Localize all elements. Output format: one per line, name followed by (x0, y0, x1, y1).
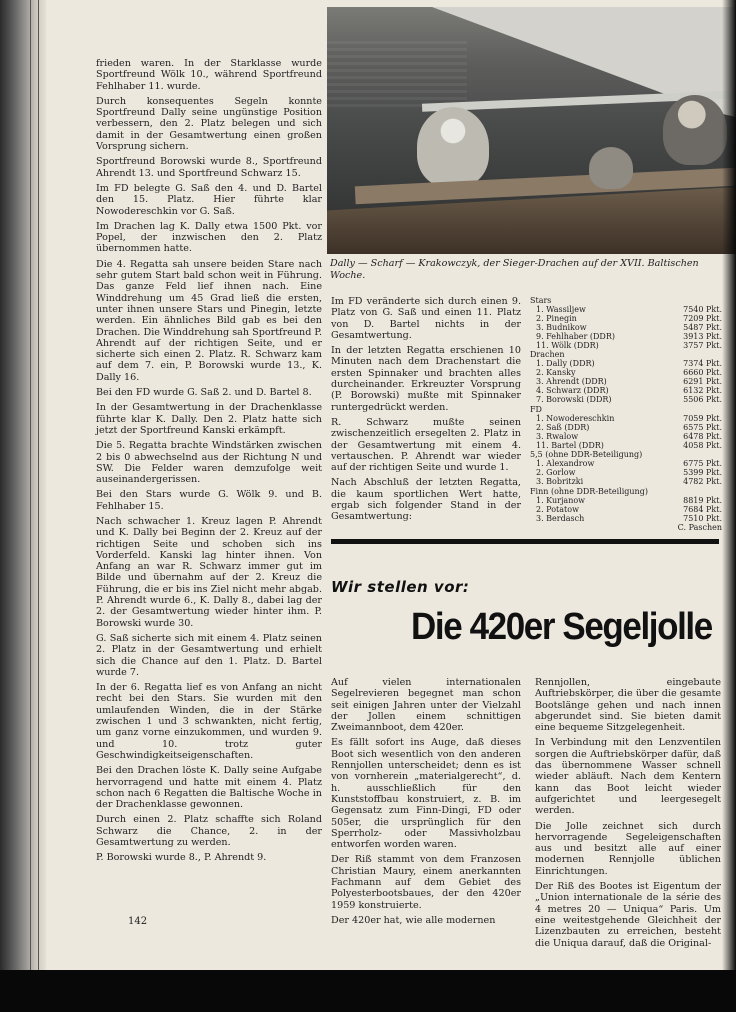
competitor-name: 2. Gorlow (536, 468, 576, 478)
water-texture (327, 37, 467, 107)
page-edge-shadow (722, 0, 736, 1012)
competitor-points: 7059 Pkt. (683, 413, 722, 423)
paragraph: P. Borowski wurde 8., P. Ahrendt 9. (96, 852, 267, 864)
sailor (417, 107, 489, 187)
paragraph: Auf vielen internationalen Segelrevieren begegnet man schon seit einigen Jahren unter der Vielzahl der Jollen einem schnittigen Zweimannboot, dem 420er. (331, 677, 521, 734)
sailing-photo (327, 7, 736, 254)
competitor-name: 1. Kurjanow (536, 495, 586, 505)
paragraph: Die 5. Regatta brachte Windstärken zwischen 2 bis 0 abwechselnd aus der Richtung N und SW. Die Felder waren demzufolge weit auseinandergerissen. (96, 440, 322, 486)
results-heading: Stars (530, 296, 552, 305)
paragraph: Sportfreund Borowski wurde 8., Sportfreund Ahrendt 13. und Sportfreund Schwarz 15. (96, 156, 322, 179)
results-heading: Finn (ohne DDR-Beteiligung) (530, 487, 648, 497)
competitor-points: 5487 Pkt. (683, 322, 722, 332)
competitor-name: 1. Wassiljew (536, 304, 586, 314)
competitor-name: 2. Pinegin (536, 313, 577, 323)
spine-edge (30, 0, 31, 1012)
book-spine (0, 0, 46, 1012)
paragraph: In der 6. Regatta lief es von Anfang an nicht recht bei den Stars. Sie wurden mit den umlaufenden Winden, die in der Stärke zwischen 1 und 3 schwankten, nicht fertig, um ganz vorne einzukommen, und wurden 9. und 10. trotz guter Geschwindigkeitseigenschaften. (96, 682, 322, 761)
results-heading: Drachen (530, 350, 565, 360)
paragraph: G. Saß sicherte sich mit einem 4. Platz seinen 2. Platz in der Gesamtwertung und erhielt sich die Chance auf den 1. Platz. D. Bartel wurde 7. (96, 632, 322, 678)
competitor-points: 7510 Pkt. (683, 513, 722, 523)
competitor-points: 4058 Pkt. (683, 440, 722, 450)
paragraph: Die 4. Regatta sah unsere beiden Stare nach sehr gutem Start bald schon weit in Führung. Das ganze Feld lief ihnen nach. Eine Winddrehung um 45 Grad ließ die ersten, unter ihnen unsere Stars und Pinegin, letzte werden. Ein ähnliches Bild gab es bei den Drachen. Die Winddrehung sah Sportfreund P. Ahrendt auf der richtigen Seite, und er sicherte sich einen 2. Platz. R. Schwarz kam auf dem 7. ein, P. Borowski wurde 13., K. Dally 16. (96, 258, 322, 383)
competitor-name: 1. Dally (DDR) (536, 359, 595, 369)
paragraph: Im FD veränderte sich durch einen 9. Platz von G. Saß und einen 11. Platz von D. Bartel nichts in der Gesamtwertung. (331, 296, 521, 341)
paragraph: Durch einen 2. Platz schaffte sich Roland Schwarz die Chance, 2. in der Gesamtwertung zu werden. (96, 814, 322, 848)
competitor-name: 7. Borowski (DDR) (536, 394, 612, 404)
competitor-name: 2. Kansky (536, 368, 576, 378)
paragraph: In der Gesamtwertung in der Drachenklasse führte klar K. Dally. Den 2. Platz hatte sich jetzt der Sportfreund Kanski erkämpft. (96, 402, 322, 436)
results-row (530, 342, 722, 351)
competitor-name: 3. Bobritzki (536, 477, 584, 487)
paragraph: Rennjollen, eingebaute Auftriebskörper, die über die gesamte Bootslänge gehen und nach innen abgerundet sind. Sie bieten damit eine bequeme Sitzgelegenheit. (535, 677, 721, 734)
article-title: Die 420er Segeljolle (411, 606, 712, 648)
section-divider (331, 539, 719, 544)
spine-edge (38, 0, 39, 1012)
competitor-points: 6291 Pkt. (683, 377, 722, 387)
competitor-name: 2. Saß (DDR) (536, 422, 590, 432)
competitor-name: 3. Rwalow (536, 431, 579, 441)
sailor (589, 147, 633, 189)
competitor-points: 6775 Pkt. (683, 459, 722, 469)
paragraph: Es fällt sofort ins Auge, daß dieses Boot sich wesentlich von den anderen Rennjollen unterscheidet; denn es ist von vornherein „materialgerecht“, d. h. ausschließlich für den Kunststoffbau konstruiert, z. B. im Gegensatz zum Finn-Dingi, FD oder 505er, die ursprünglich für den Sperrholz- oder Massivholzbau entworfen worden waren. (331, 737, 521, 851)
paragraph: In der letzten Regatta erschienen 10 Minuten nach dem Drachenstart die ersten Spinnaker und brachten alles durcheinander. Erkreuzter Vorsprung (P. Borowski) mußte mit Spinnaker runtergedrückt werden. (331, 345, 521, 413)
paragraph: frieden waren. In der Starklasse wurde Sportfreund Wölk 10., während Sportfreund Fehlhaber 11. wurde. (96, 58, 322, 92)
results-row (530, 478, 722, 487)
paragraph: Im Drachen lag K. Dally etwa 1500 Pkt. vor Popel, der inzwischen den 2. Platz übernommen hatte. (96, 220, 322, 255)
competitor-points: 7209 Pkt. (683, 313, 722, 323)
article-kicker: Wir stellen vor: (331, 578, 470, 596)
competitor-points: 6575 Pkt. (683, 422, 722, 432)
left-column (96, 58, 322, 868)
paragraph: Bei den Drachen löste K. Dally seine Aufgabe hervorragend und hatte mit einem 4. Platz schon nach 6 Regatten die Baltische Woche in der Drachenklasse gewonnen. (96, 765, 322, 811)
competitor-name: 11. Bartel (DDR) (536, 440, 604, 450)
paragraph: Nach schwacher 1. Kreuz lagen P. Ahrendt und K. Dally bei Beginn der 2. Kreuz auf der richtigen Seite und schoben sich ins Vorderfeld. Kanski lag hinter ihnen. Von Anfang an war R. Schwarz immer gut im Bilde und übernahm auf der 2. Kreuz die Führung, die er bis ins Ziel nicht mehr abgab. P. Ahrendt wurde 6., K. Dally 8., dabei lag der 2. der Gesamtwertung wieder hinter ihm. P. Borowski wurde 30. (96, 515, 322, 629)
paragraph: Die Jolle zeichnet sich durch hervorragende Segeleigenschaften aus und besitzt alle auf einer modernen Rennjolle üblichen Einrichtungen. (535, 820, 721, 877)
competitor-name: 9. Fehlhaber (DDR) (536, 331, 615, 341)
paragraph: Im FD belegte G. Saß den 4. und D. Bartel den 15. Platz. Hier führte klar Nowodereschkin vor G. Saß. (96, 182, 322, 217)
paragraph: Der 420er hat, wie alle modernen (331, 914, 496, 926)
competitor-points: 4782 Pkt. (683, 477, 722, 487)
paragraph: Der Riß des Bootes ist Eigentum der „Union internationale de la série des 4 metres 20 — Uniqua“ Paris. Um eine weitestgehende Gleichheit der Lizenzbauten zu erreichen, besteht die Uniqua darauf, daß die Original- (535, 881, 721, 949)
middle-column (331, 296, 521, 527)
results-heading: 5,5 (ohne DDR-Beteiligung) (530, 450, 643, 460)
results-row (530, 442, 722, 451)
competitor-points: 6132 Pkt. (683, 386, 722, 396)
results-row (530, 396, 722, 405)
photo-caption: Dally — Scharf — Krakowczyk, der Sieger-Drachen auf der XVII. Baltischen Woche. (330, 258, 699, 281)
paragraph: R. Schwarz mußte seinen zwischenzeitlich ersegelten 2. Platz in der Gesamtwertung mit einem 4. vertauschen. P. Ahrendt war wieder auf der richtigen Seite und wurde 1. (331, 416, 521, 474)
paragraph: Durch konsequentes Segeln konnte Sportfreund Dally seine ungünstige Position verbessern, den 2. Platz belegen und sich damit in der Gesamtwertung einen großen Vorsprung sichern. (96, 95, 322, 153)
competitor-name: 2. Potatow (536, 504, 579, 514)
results-table (530, 296, 722, 533)
article-column-2 (535, 677, 721, 953)
competitor-name: 1. Nowodereschkin (536, 413, 615, 423)
competitor-points: 7374 Pkt. (683, 359, 722, 369)
paragraph: Nach Abschluß der letzten Regatta, die kaum sportlichen Wert hatte, ergab sich folgender Stand in der Gesamtwertung: (331, 477, 521, 523)
competitor-points: 7684 Pkt. (683, 504, 722, 514)
competitor-points: 5399 Pkt. (683, 468, 722, 478)
sailor (663, 95, 727, 165)
competitor-points: 5506 Pkt. (683, 394, 722, 404)
page-number: 142 (128, 916, 148, 927)
competitor-name: 3. Budnikow (536, 322, 587, 332)
competitor-points: 6660 Pkt. (683, 368, 722, 378)
competitor-name: 11. Wölk (DDR) (536, 340, 599, 350)
competitor-name: 4. Schwarz (DDR) (536, 386, 609, 396)
competitor-points: 7540 Pkt. (683, 304, 722, 314)
competitor-points: 6478 Pkt. (683, 431, 722, 441)
paragraph: Bei den FD wurde G. Saß 2. und D. Bartel 8. (96, 387, 312, 399)
competitor-name: 3. Ahrendt (DDR) (536, 377, 607, 387)
competitor-points: 3757 Pkt. (683, 340, 722, 350)
scan-background (0, 970, 736, 1012)
article-column-1 (331, 677, 521, 930)
paragraph: Der Riß stammt von dem Franzosen Christian Maury, einem anerkannten Fachmann auf dem Gebiet des Polyesterbootsbaues, der den 420er 1959 konstruierte. (331, 854, 521, 911)
competitor-name: 3. Berdasch (536, 513, 585, 523)
competitor-points: 3913 Pkt. (683, 331, 722, 341)
competitor-name: 1. Alexandrow (536, 459, 595, 469)
paragraph: Bei den Stars wurde G. Wölk 9. und B. Fehlhaber 15. (96, 489, 322, 512)
paragraph: In Verbindung mit den Lenzventilen sorgen die Auftriebskörper dafür, daß das übernommene Wasser schnell wieder abläuft. Nach dem Kentern kann das Boot leicht wieder aufgerichtet und leergesegelt werden. (535, 737, 721, 817)
competitor-points: 8819 Pkt. (683, 495, 722, 505)
author-signature: C. Paschen (677, 522, 722, 532)
results-heading: FD (530, 404, 542, 414)
